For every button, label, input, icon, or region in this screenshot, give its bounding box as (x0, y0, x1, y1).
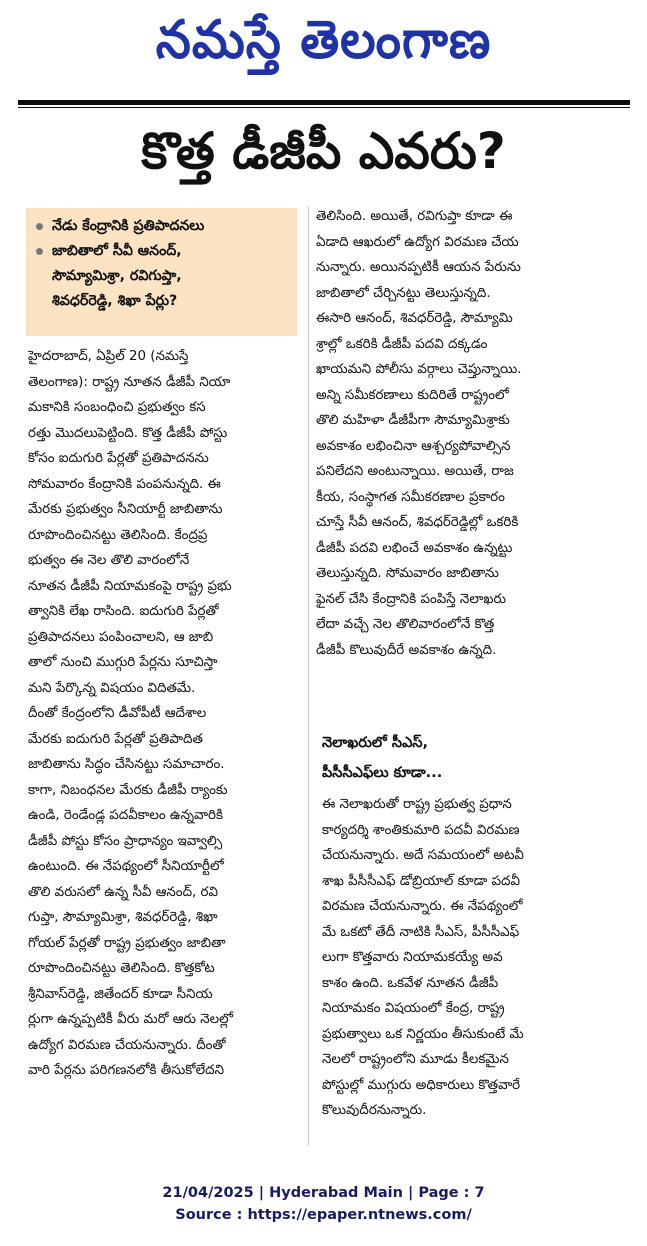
article-line: డీజీపీ కొలువుదీరే అవకాశం ఉన్నది. (316, 642, 497, 658)
article-line: జాబితాలో చేర్చినట్టు తెలుస్తున్నది. (316, 285, 491, 301)
article-line: కొలువుదీరనున్నారు. (322, 1103, 427, 1118)
article-line: తెలంగాణ): రాష్ట్ర నూతన డీజీపీ నియా (28, 374, 231, 390)
article-line: అవకాశం లభించినా ఆశ్చర్యపోవాల్సిన (316, 438, 511, 454)
article-line: పనిలేదని అంటున్నాయి. అయితే, రాజ (316, 464, 514, 479)
article-line: ఈ నెలాఖరుతో రాష్ట్ర ప్రభుత్వ ప్రధాన (322, 797, 512, 812)
article-line: తొలి వరుసలో ఉన్న సీవీ ఆనంద్, రవి (28, 884, 219, 900)
highlight-item: జాబితాలో సీవీ ఆనంద్, సౌమ్యామిశ్రా, రవిగుప్తా, శివధర్‌రెడ్డి, శిఖా పేర్లు? (36, 239, 289, 314)
article-line: ఈసారి ఆనంద్, శివధర్‌రెడ్డి, సౌమ్యామి (316, 311, 513, 326)
subheading (322, 728, 622, 788)
highlight-item: నేడు కేంద్రానికి ప్రతిపాదనలు (36, 214, 289, 239)
article-line: విరమణ చేయనున్నారు. ఈ నేపథ్యంలో (322, 899, 523, 914)
article-line: ఉండి, రెండేండ్ల పదవీకాలం ఉన్నవారికి (28, 808, 223, 823)
article-line: ఉంటుంది. ఈ నేపథ్యంలో సీనియార్టీలో (28, 859, 224, 874)
headline-text: కొత్త డీజీపీ ఎవరు? (141, 121, 506, 180)
article-line: పోస్టుల్లో ముగ్గురు అధికారులు కొత్తవారే (322, 1077, 521, 1093)
article-line: అన్ని సమీకరణాలు కుదిరితే రాష్ట్రంలో (316, 387, 509, 403)
article-column-1 (28, 344, 304, 1084)
article-line: కోసం ఐదుగురి పేర్లతో ప్రతిపాదనను (28, 451, 209, 466)
article-line: ఉద్యోగ విరమణ చేయనున్నారు. దీంతో (28, 1037, 226, 1053)
article-line: ఏడాది ఆఖరులో ఉద్యోగ విరమణ చేయ (316, 234, 519, 250)
article-column-3 (322, 792, 628, 1124)
article-line: ప్రతిపాదనలు పంపించాలని, ఆ జాబి (28, 629, 214, 645)
article-line: ప్రభుత్వాలు ఒక నిర్ణయం తీసుకుంటే మే (322, 1026, 524, 1042)
article-line: సోమవారం కేంద్రానికి పంపనున్నది. ఈ (28, 476, 221, 492)
article-line: దీంతో కేంద్రంలోని డీవోపీటీ ఆదేశాల (28, 706, 207, 721)
article-line: లుగా కొత్తవారు నియామకయ్యే అవ (322, 950, 503, 965)
article-line: భుత్వం ఈ నెల తొలి వారంలోనే (28, 553, 190, 568)
article-line: గోయల్ పేర్లతో రాష్ట్ర ప్రభుత్వం జాబితా (28, 935, 226, 951)
bullet-icon (36, 248, 43, 255)
article-line: నూతన డీజీపీ నియామకంపై రాష్ట్ర ప్రభు (28, 578, 232, 594)
highlights-box (26, 208, 297, 336)
article-line: తొలి మహిళా డీజీపీగా సౌమ్యామిశ్రాకు (316, 413, 510, 428)
article-line: కాగా, నిబంధనల మేరకు డీజీపీ ర్యాంకు (28, 782, 228, 798)
article-line: తెలిసింది. అయితే, రవిగుప్తా కూడా ఈ (316, 209, 513, 224)
article-line: చూస్తే సీవీ ఆనంద్, శివధర్‌రెడ్డిల్లో ఒకరికి (316, 515, 519, 530)
article-line: నున్నారు. అయినప్పటికీ ఆయన పేరును (316, 260, 521, 275)
article-line: రత్తు మొదలుపెట్టింది. కొత్త డీజీపీ పోస్టు (28, 425, 228, 441)
article-line: నెలలో రాష్ట్రంలోని మూడు కీలకమైన (322, 1052, 509, 1067)
footer-source-line: Source : https://epaper.ntnews.com/ (175, 1207, 472, 1223)
article-line: డీజీపీ పోస్టు కోసం ప్రాధాన్యం ఇవ్వాల్సి (28, 833, 223, 849)
article-line: తెలుస్తున్నది. సోమవారం జాబితాను (316, 566, 499, 581)
bullet-icon (36, 223, 43, 230)
article-line: నియామకం విషయంలో కేంద్ర, రాష్ట్ర (322, 1001, 505, 1016)
article-line: శాఖ పీసీసీఎఫ్ డోబ్రియాల్ కూడా పదవీ (322, 873, 520, 889)
footer (0, 1182, 647, 1226)
masthead-title: నమస్తే తెలంగాణ (155, 8, 492, 70)
subheading-text: నెలాఖరులో సీఎస్, పీసీసీఎఫ్‌లు కూడా... (322, 735, 443, 781)
article-line: మేరకు ప్రభుత్వం సీనియార్టీ జాబితాను (28, 502, 223, 517)
article-line: కాశం ఉంది. ఒకవేళ నూతన డీజీపీ (322, 975, 499, 991)
article-line: చేయనున్నారు. అదే సమయంలో అటవీ (322, 848, 524, 863)
article-line: జాబితాను సిద్ధం చేసినట్టు సమాచారం. (28, 757, 225, 772)
article-line: మని పేర్కొన్న విషయం విదితమే. (28, 680, 196, 696)
article-line: హైదరాబాద్, ఏప్రిల్ 20 (నమస్తే (28, 349, 189, 364)
masthead-rule-thin (18, 107, 630, 108)
article-line: తాలో నుంచి ముగ్గురి పేర్లను సూచిస్తా (28, 655, 218, 670)
article-column-2 (316, 204, 628, 663)
article-line: కార్యదర్శి శాంతికుమారి పదవీ విరమణ (322, 822, 520, 838)
article-line: త్వానికి లేఖ రాసింది. ఐదుగురి పేర్లతో (28, 604, 219, 619)
article-line: గుప్తా, సౌమ్యామిశ్రా, శివధర్‌రెడ్డి, శిఖా (28, 910, 218, 925)
article-line: రూపొందించినట్టు తెలిసింది. కొత్తకోట (28, 961, 215, 976)
article-line: మేరకు ఐదుగురి పేర్లతో ప్రతిపాదిత (28, 731, 203, 747)
article-line: ర్లుగా ఉన్నప్పటికీ వీరు మరో ఆరు నెలల్లో (28, 1012, 233, 1027)
article-line: శ్రీనివాస్‌రెడ్డి, జితేందర్ కూడా సీనియ (28, 986, 213, 1002)
article-line: డీజీపీ పదవి లభించే అవకాశం ఉన్నట్టు (316, 540, 513, 556)
article-line: రూపొందించినట్టు తెలిసింది. కేంద్రప్ర (28, 527, 208, 543)
article-line: ఫైనల్ చేసి కేంద్రానికి పంపిస్తే నెలాఖరు (316, 591, 507, 607)
article-line: వారి పేర్లను పరిగణనలోకి తీసుకోలేదని (28, 1063, 224, 1078)
article-line: లేదా వచ్చే నెల తొలివారంలోనే కొత్త (316, 617, 495, 632)
article-line: కీయ, సంస్థాగత సమీకరణాల ప్రకారం (316, 489, 505, 505)
article-line: శ్రాల్లో ఒకరికి డీజీపీ పదవి దక్కడం (316, 336, 488, 352)
masthead-rule (18, 100, 630, 105)
headline (0, 112, 647, 202)
article-line: మే ఒకటో తేదీ నాటికి సీఎస్, పీసీసీఎఫ్ (322, 924, 520, 940)
article-line: మకానికి సంబంధించి ప్రభుత్వం కస (28, 400, 206, 415)
footer-date-line: 21/04/2025 | Hyderabad Main | Page : 7 (162, 1185, 485, 1201)
article-line: ఖాయమని పోలీసు వర్గాలు చెప్తున్నాయి. (316, 362, 522, 377)
column-divider (308, 206, 309, 1146)
masthead (0, 0, 647, 92)
